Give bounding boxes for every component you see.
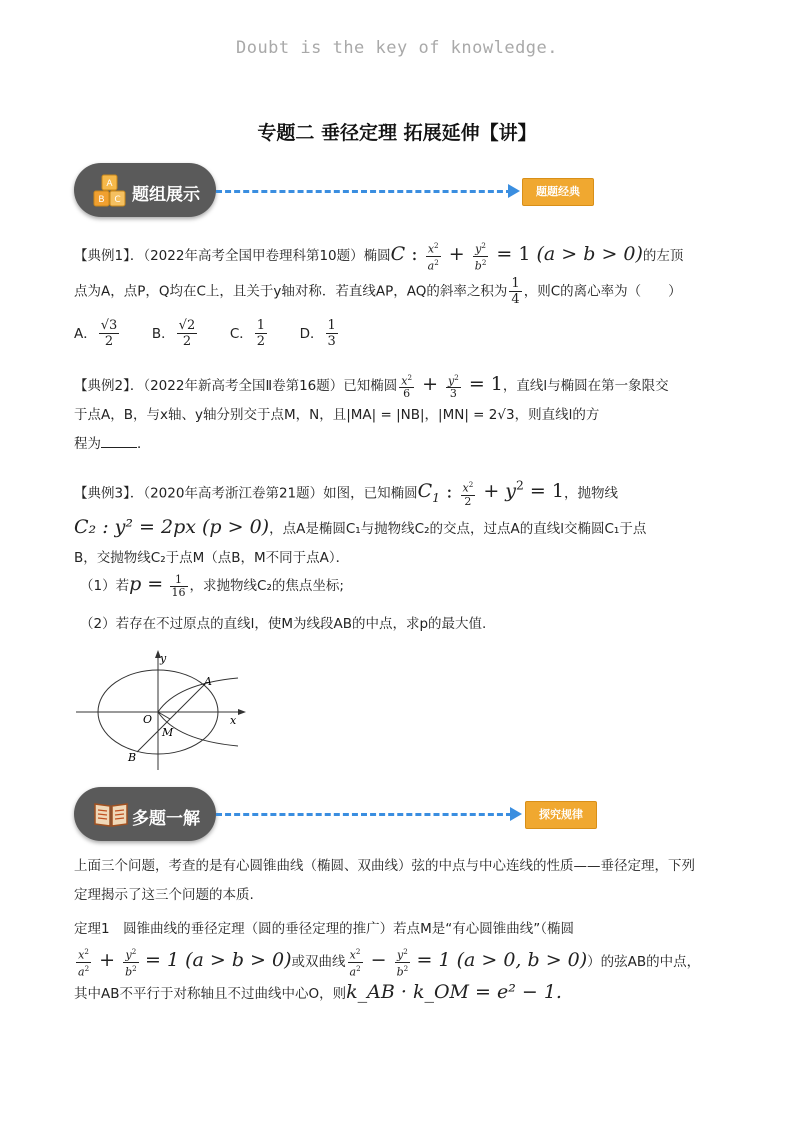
- label-a: A: [204, 675, 212, 688]
- frac-x2-6: $\frac{x^2}{6}$: [401, 372, 413, 401]
- label-y: y: [160, 652, 167, 665]
- block-letter: A: [106, 179, 113, 189]
- section-label-examples: 题组展示: [132, 185, 200, 205]
- x-axis-arrow: [238, 709, 246, 715]
- hyperbola-cond: = 1 (a > 0, b > 0): [416, 949, 588, 972]
- theorem-line2: $\frac{x^2}{a^2}$ + $\frac{y^2}{b^2}$ = 1 (a > b > 0)或双曲线 $\frac{x^2}{a^2}$ − $\frac{y^2}{b^2}$ = 1 (a > 0, b > 0)）的弦AB的中点，: [78, 947, 701, 979]
- option-b[interactable]: B． $\frac{√2}{2}$: [151, 318, 196, 349]
- frac-x2-a2: $\frac{x^2}{a^2}$: [427, 241, 439, 273]
- label-x: x: [230, 714, 237, 727]
- frac-1-16: $\frac{1}{16}$: [171, 572, 186, 599]
- answer-blank[interactable]: [101, 433, 137, 448]
- parabola-upper: [158, 678, 238, 712]
- frac-y2-3: $\frac{y^2}{3}$: [448, 372, 459, 401]
- dashed-connector: [216, 190, 512, 193]
- option-a[interactable]: A． $\frac{√3}{2}$: [74, 318, 118, 349]
- arrow-right-icon: [510, 807, 522, 821]
- label-m: M: [162, 726, 174, 739]
- block-letter: C: [114, 195, 121, 205]
- example-1-line2b: ，则C的离心率为（ ）: [523, 283, 682, 300]
- question-2: （2）若存在不过原点的直线l，使M为线段AB的中点，求p的最大值.: [80, 616, 487, 632]
- frac-x2-2: $\frac{x^2}{2}$: [462, 480, 474, 508]
- theorem-line3: 其中AB不平行于对称轴且不过曲线中心O，则k_AB · k_OM = e² − 1.: [74, 981, 562, 1004]
- frac-y2-b2: $\frac{y^2}{b^2}$: [125, 947, 137, 979]
- theorem-line1: 定理1 圆锥曲线的垂径定理（圆的垂径定理的推广）若点M是“有心圆锥曲线”（椭圆: [74, 921, 574, 937]
- example-2-line3: 程为 ．: [74, 430, 734, 459]
- abc-blocks-icon: [92, 174, 128, 208]
- example-2-line2: 于点A，B，与x轴、y轴分别交于点M，N，且|MA| = |NB|，|MN| = 2√3，则直线l的方: [74, 407, 600, 423]
- ellipse-parabola-figure: [70, 648, 260, 773]
- example-3-lead: 【典例3】．（2020年高考浙江卷第21题）如图，已知椭圆: [74, 485, 418, 502]
- dashed-connector: [216, 813, 512, 816]
- frac-slope: $\frac{1}{4}$: [511, 276, 520, 308]
- example-2-lead: 【典例2】．（2022年新高考全国Ⅱ卷第16题）已知椭圆: [74, 378, 398, 394]
- page-motto: Doubt is the key of knowledge.: [235, 38, 559, 58]
- question-1: （1）若p = $\frac{1}{16}$ ，求抛物线C₂的焦点坐标;: [80, 572, 344, 599]
- example-1-lead: 【典例1】．（2022年高考全国甲卷理科第10题）椭圆: [74, 248, 391, 265]
- example-2-after: ，直线l与椭圆在第一象限交: [502, 378, 669, 394]
- example-3-line2: C₂ : y² = 2px (p > 0)，点A是椭圆C₁与抛物线C₂的交点，过点A的直线l交椭圆C₁于点: [74, 516, 647, 539]
- section-label-method: 多题一解: [132, 809, 200, 829]
- tag-explore: 探究规律: [525, 801, 597, 829]
- parabola-equation: C₂ : y² = 2px (p > 0): [74, 516, 270, 539]
- block-letter: B: [98, 195, 105, 205]
- summary-line1: 上面三个问题，考查的是有心圆锥曲线（椭圆、双曲线）弦的中点与中心连线的性质——垂径定理，下列: [74, 858, 695, 874]
- frac-x2-a2: $\frac{x^2}{a^2}$: [349, 947, 361, 979]
- example-1: [74, 240, 734, 307]
- theorem-1: [74, 915, 734, 1009]
- example-2: [74, 370, 734, 459]
- example-1-after: 的左顶: [642, 248, 684, 265]
- segment-om: [158, 712, 170, 719]
- open-book-icon: [93, 800, 129, 828]
- tag-classic: 题题经典: [522, 178, 594, 206]
- label-b: B: [128, 751, 137, 764]
- summary-line2: 定理揭示了这三个问题的本质.: [74, 887, 254, 903]
- theorem-result: k_AB · k_OM = e² − 1.: [346, 981, 562, 1004]
- example-1-line1: 【典例1】．（2022年高考全国甲卷理科第10题）椭圆C : $\frac{x^2}{a^2}$ + $\frac{y^2}{b^2}$ = 1 (a > b > 0)的左顶: [74, 241, 684, 273]
- ellipse-condition: (a > b > 0): [536, 243, 643, 266]
- option-c[interactable]: C． $\frac{1}{2}$: [229, 318, 266, 349]
- page-title: 专题二 垂径定理 拓展延伸【讲】: [257, 122, 537, 144]
- frac-y2-b2: $\frac{y^2}{b^2}$: [396, 947, 409, 979]
- example-3-line3: B，交抛物线C₂于点M（点B，M不同于点A）．: [74, 550, 350, 567]
- example-3-line1: 【典例3】．（2020年高考浙江卷第21题）如图，已知椭圆$C_1$ : $\frac{x^2}{2}$ + $y^2 = 1$，抛物线: [74, 479, 618, 508]
- example-1-line2a: 点为A，点P，Q均在C上，且关于y轴对称．若直线AP，AQ的斜率之积为: [74, 283, 508, 300]
- example-1-line2: [74, 276, 734, 307]
- arrow-right-icon: [508, 184, 520, 198]
- example-3: [74, 472, 734, 573]
- label-o: O: [143, 713, 153, 726]
- ellipse-cond: = 1 (a > b > 0): [145, 949, 292, 972]
- frac-x2-a2: $\frac{x^2}{a^2}$: [78, 947, 90, 979]
- options-row: [74, 318, 340, 349]
- curve-c: C: [390, 243, 406, 266]
- example-2-line1: 【典例2】．（2022年新高考全国Ⅱ卷第16题）已知椭圆 $\frac{x^2}{6}$ + $\frac{y^2}{3}$ = 1，直线l与椭圆在第一象限交: [74, 372, 669, 401]
- option-d[interactable]: D． $\frac{1}{3}$: [299, 318, 336, 349]
- frac-y2-b2: $\frac{y^2}{b^2}$: [474, 241, 487, 273]
- summary: [74, 852, 734, 910]
